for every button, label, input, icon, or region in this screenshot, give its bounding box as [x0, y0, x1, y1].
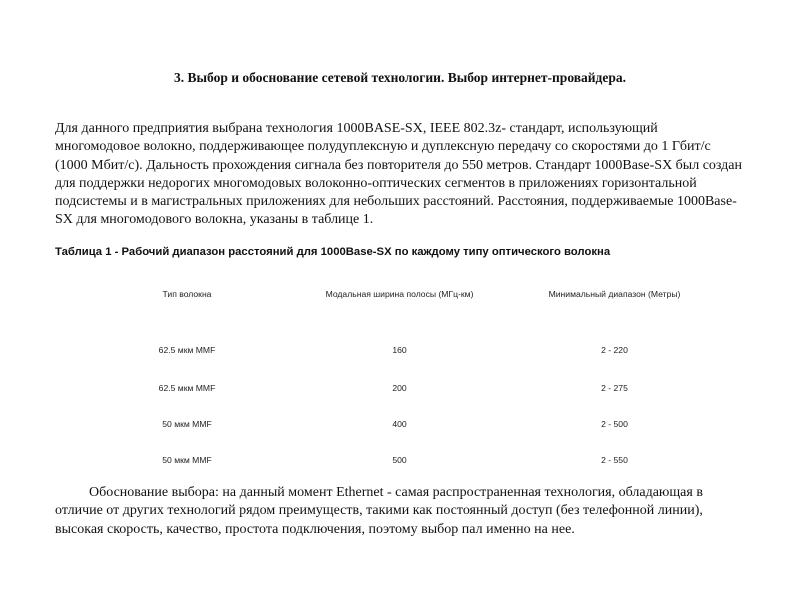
cell-fiber-type: 62.5 мкм MMF — [158, 345, 216, 355]
section-heading: 3. Выбор и обоснование сетевой технологии. Выбор интернет-провайдера. — [173, 70, 627, 85]
cell-min-range: 2 - 500 — [601, 419, 628, 429]
table-caption: Таблица 1 - Рабочий диапазон расстояний для 1000Base-SX по каждому типу оптического волокна — [55, 246, 611, 258]
cell-modal-bandwidth: 400 — [392, 419, 407, 429]
cell-fiber-type: 50 мкм MMF — [162, 419, 212, 429]
header-min-range: Минимальный диапазон (Метры) — [548, 289, 681, 299]
cell-min-range: 2 - 220 — [601, 345, 628, 355]
intro-paragraph: Для данного предприятия выбрана технология 1000BASE-SX, IEEE 802.3z- стандарт, использующий многомодовое волокно, поддерживающее полудуплексную и дуплексную передачу со скоростями до 1 Гбит/с (1000 Мбит/с). Дальность прохождения сигнала без повторителя до 550 метров. Стандарт 1000Base-SX был создан для поддержки недорогих многомодовых волоконно-оптических сегментов в приложениях горизонтальной подсистемы и в магистральных приложениях для небольших расстояний. Расстояния, поддерживаемые 1000Base-SX для многомодового волокна, указаны в таблице 1. — [55, 121, 743, 228]
cell-min-range: 2 - 550 — [601, 455, 628, 465]
header-modal-bandwidth: Модальная ширина полосы (МГц-км) — [325, 289, 474, 299]
cell-fiber-type: 50 мкм MMF — [162, 455, 212, 465]
table-row — [82, 406, 722, 442]
table-row — [82, 318, 722, 370]
cell-min-range: 2 - 275 — [601, 383, 628, 393]
table-row — [82, 370, 722, 406]
fiber-distance-table — [82, 270, 722, 478]
cell-fiber-type: 62.5 мкм MMF — [158, 383, 216, 393]
justification-paragraph: Обоснование выбора: на данный момент Ethernet - самая распространенная технология, обладающая в отличие от других технологий рядом преимуществ, такими как постоянный доступ (без телефонной линии), высокая скорость, качество, простота подключения, поэтому выбор пал именно на нее. — [55, 485, 703, 537]
cell-modal-bandwidth: 500 — [392, 455, 407, 465]
table-row — [82, 442, 722, 478]
cell-modal-bandwidth: 200 — [392, 383, 407, 393]
cell-modal-bandwidth: 160 — [392, 345, 407, 355]
table-header-row — [82, 270, 722, 318]
header-fiber-type: Тип волокна — [162, 289, 212, 299]
